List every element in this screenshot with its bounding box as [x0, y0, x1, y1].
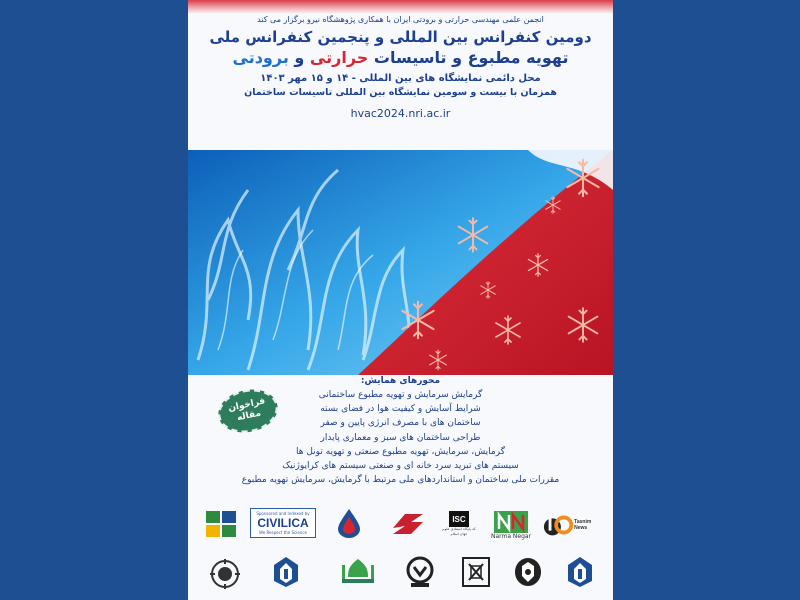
- red-s-logo-icon: [388, 508, 428, 538]
- title-line-1: دومین کنفرانس بین المللی و پنجمین کنفرانس ملی: [209, 28, 592, 46]
- civilica-sub-text: We Respect the Science: [259, 529, 307, 535]
- university-emblem-icon: [202, 552, 248, 596]
- title-hot-word: حرارتی: [309, 48, 369, 67]
- poster-header: [188, 14, 613, 122]
- ministry-emblem-icon: [506, 548, 550, 596]
- top-color-band: [188, 0, 613, 14]
- topic-item: سیستم های تبرید سرد خانه ای و صنعتی سیستم های کرایوژنیک: [282, 461, 519, 472]
- call-for-papers-badge[interactable]: فراخوان مقاله: [214, 384, 281, 438]
- conference-poster: [188, 0, 613, 600]
- tasnim-caption: Tasnim News: [574, 519, 592, 531]
- title-part: تهویه مطبوع و تاسیسات: [368, 48, 569, 67]
- topic-item: مقررات ملی ساختمان و استانداردهای ملی مرتبط با گرمایش، سرمایش تهویه مطبوع: [241, 475, 560, 486]
- topic-item: گرمایش، سرمایش، تهویه مطبوع صنعتی و تهویه تونل ها: [296, 446, 505, 457]
- topics-heading: محورهای همایش:: [360, 376, 441, 386]
- civilica-name: CIVILICA: [257, 515, 309, 530]
- azad-university-icon: [270, 552, 302, 592]
- sponsor-logos: [188, 502, 613, 600]
- topic-item: طراحی ساختمان های سبز و معماری پایدار: [320, 432, 481, 443]
- conference-topics: [188, 374, 613, 487]
- azad-university-icon-2: [562, 552, 598, 592]
- mosque-logo-icon: [336, 552, 380, 592]
- narma-negar-logo: [488, 506, 534, 546]
- topic-item: شرایط آسایش و کیفیت هوا در فضای بسته: [320, 404, 481, 415]
- title-and-word: و: [288, 48, 310, 67]
- tasnim-icon: [542, 511, 574, 539]
- hot-cold-artwork: [188, 150, 613, 375]
- flame-drop-logo-icon: [332, 506, 366, 540]
- square-seal-icon: [458, 552, 494, 592]
- title-line-2: [188, 47, 613, 68]
- ice-fire-illustration: [188, 150, 613, 375]
- isc-label: ISC: [449, 511, 469, 527]
- civilica-top-text: Sponsored and Indexed by: [256, 510, 310, 516]
- sn-logo-icon: [202, 508, 242, 540]
- narma-negar-icon: [494, 511, 528, 533]
- tasnim-logo: [542, 508, 604, 542]
- title-cold-word: برودتی: [232, 48, 289, 67]
- isc-logo: [442, 504, 476, 544]
- civilica-logo: [250, 508, 316, 538]
- isc-caption: کد پایگاه استنادی علوم جهان اسلام: [442, 527, 476, 536]
- website-link[interactable]: hvac2024.nri.ac.ir: [350, 107, 451, 120]
- topic-item: گرمایش سرمایش و تهویه مطبوع ساختمانی: [318, 390, 483, 400]
- venue-date-text: محل دائمی نمایشگاه های بین المللی - ۱۴ و ۱۵ مهر ۱۴۰۳: [260, 73, 541, 84]
- organizer-text: انجمن علمی مهندسی حرارتی و برودتی ایران با همکاری پژوهشگاه نیرو برگزار می کند: [257, 15, 544, 24]
- shield-logo-icon: [402, 552, 438, 592]
- narma-caption: Narma Negar: [490, 533, 532, 540]
- concurrent-exhibition-text: همزمان با بیست و سومین نمایشگاه بین المللی تاسیسات ساختمان: [244, 87, 557, 98]
- topic-item: ساختمان های با مصرف انرژی پایین و صفر: [320, 418, 481, 429]
